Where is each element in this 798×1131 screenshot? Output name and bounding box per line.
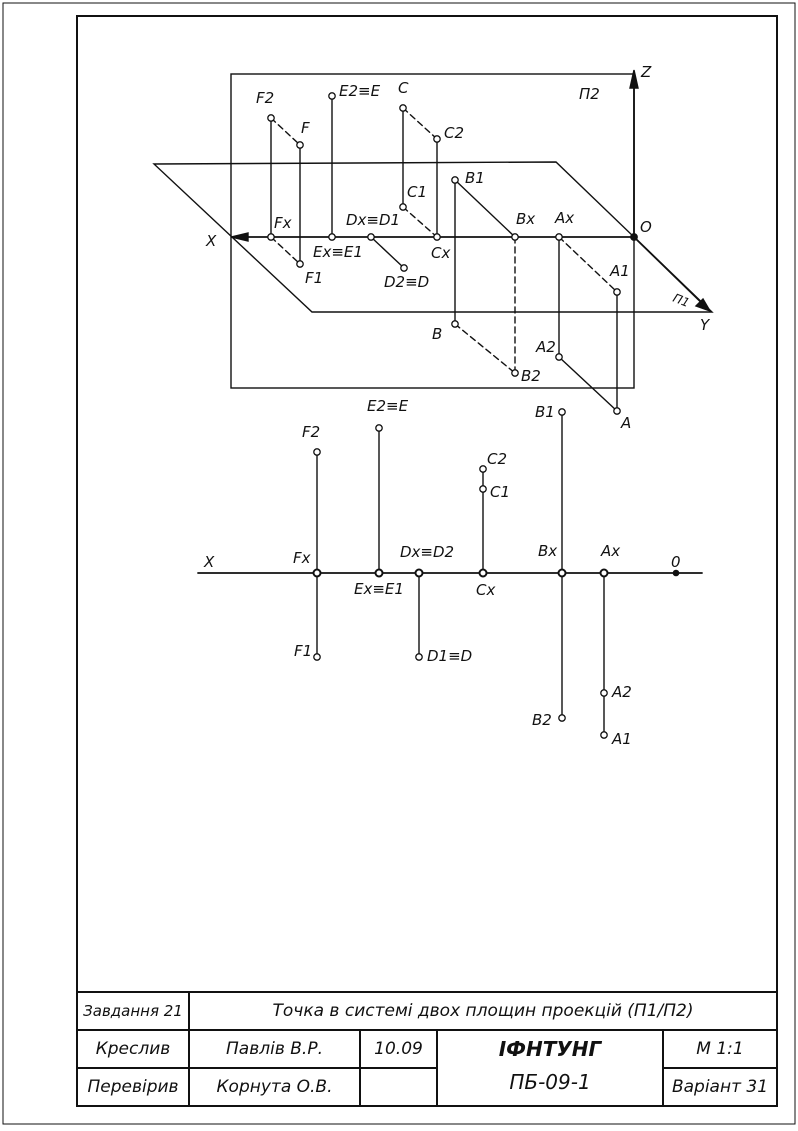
epure-label-C2: C2	[487, 450, 508, 468]
organization: ІФНТУНГ	[498, 1037, 602, 1061]
label-DxD1: Dx≡D1	[346, 211, 401, 229]
point-C2	[434, 136, 440, 142]
drew-label: Креслив	[95, 1039, 171, 1059]
epure-point-B2	[559, 715, 565, 721]
point-A1	[614, 289, 620, 295]
arrow-z	[630, 70, 638, 88]
point-B1	[452, 177, 458, 183]
line-f2-f	[271, 118, 300, 145]
point-F1	[297, 261, 303, 267]
epure-label-Cx: Cx	[476, 581, 496, 599]
point-Cx	[434, 234, 440, 240]
epure-label-DxD2: Dx≡D2	[400, 543, 455, 561]
epure-label-Fx: Fx	[293, 549, 311, 567]
label-A1: A1	[610, 262, 630, 280]
label-axis-x: X	[206, 232, 217, 250]
epure-point-A2	[601, 690, 607, 696]
checked-name: Корнута О.В.	[216, 1077, 333, 1097]
point-Ex	[329, 234, 335, 240]
epure-point-F2	[314, 449, 320, 455]
epure-point-Dx	[416, 570, 423, 577]
point-B	[452, 321, 458, 327]
label-B1: B1	[465, 169, 485, 187]
group: ПБ-09-1	[509, 1070, 591, 1094]
epure-point-Ax	[601, 570, 608, 577]
point-F	[297, 142, 303, 148]
label-Fx: Fx	[274, 214, 292, 232]
point-O	[631, 234, 637, 240]
epure-label-Bx: Bx	[538, 542, 558, 560]
epure-label-C1: C1	[490, 483, 511, 501]
label-plane-v: П2	[579, 85, 600, 103]
line-fx-f1	[271, 237, 300, 264]
label-ExE1: Ex≡E1	[313, 243, 363, 261]
axis-y	[634, 237, 707, 311]
point-Ax	[556, 234, 562, 240]
line-a2-a	[559, 357, 617, 411]
point-B2	[512, 370, 518, 376]
label-plane-h: П1	[670, 290, 692, 311]
line-b-b2	[455, 324, 515, 373]
epure-point-B1	[559, 409, 565, 415]
epure-point-Ex	[376, 570, 383, 577]
label-Cx: Cx	[431, 244, 451, 262]
label-C1: C1	[407, 183, 428, 201]
label-Bx: Bx	[516, 210, 536, 228]
point-C	[400, 105, 406, 111]
line-b1-bx	[455, 180, 515, 237]
date: 10.09	[374, 1039, 423, 1059]
point-F2	[268, 115, 274, 121]
point-A2	[556, 354, 562, 360]
epure-point-A1	[601, 732, 607, 738]
label-F2: F2	[256, 89, 275, 107]
label-F: F	[301, 119, 310, 137]
epure-point-Bx	[559, 570, 566, 577]
point-E2	[329, 93, 335, 99]
epure-point-D1	[416, 654, 422, 660]
epure-point-E2	[376, 425, 382, 431]
point-D2	[401, 265, 407, 271]
epure-label-F2: F2	[302, 423, 321, 441]
epure-point-C1	[480, 486, 486, 492]
label-Ax: Ax	[555, 209, 575, 227]
line-c-c2	[403, 108, 437, 139]
label-E2E: E2≡E	[339, 82, 381, 100]
epure-point-Cx	[480, 570, 487, 577]
drew-name: Павлів В.Р.	[226, 1039, 323, 1059]
point-Dx	[368, 234, 374, 240]
epure-label-A1: A1	[612, 730, 632, 748]
epure-label-origin: 0	[671, 553, 681, 571]
epure-point-F1	[314, 654, 320, 660]
label-F1: F1	[305, 269, 324, 287]
point-C1	[400, 204, 406, 210]
epure-point-Fx	[314, 570, 321, 577]
drawing-title: Точка в системі двох площин проекцій (П1/П2)	[272, 1001, 694, 1021]
pictorial-view	[154, 70, 712, 414]
epure-label-B2: B2	[532, 711, 552, 729]
epure-label-E2E: E2≡E	[367, 397, 409, 415]
epure-label-axis-x: X	[204, 553, 215, 571]
line-ax-a1	[559, 237, 617, 292]
point-A	[614, 408, 620, 414]
variant: Варіант 31	[671, 1077, 769, 1097]
epure-label-Ax: Ax	[601, 542, 621, 560]
label-A: A	[621, 414, 632, 432]
epure-point-C2	[480, 466, 486, 472]
label-A2: A2	[536, 338, 556, 356]
epure-point-O	[673, 570, 678, 575]
epure-label-A2: A2	[612, 683, 632, 701]
epure-label-F1: F1	[294, 642, 313, 660]
label-B: B	[432, 325, 443, 343]
epure-label-ExE1: Ex≡E1	[354, 580, 404, 598]
point-Bx	[512, 234, 518, 240]
epure-label-D1D: D1≡D	[427, 647, 473, 665]
label-C2: C2	[444, 124, 465, 142]
label-origin: O	[640, 218, 652, 236]
label-D2D: D2≡D	[384, 273, 430, 291]
label-axis-y: Y	[700, 316, 710, 334]
label-axis-z: Z	[641, 63, 652, 81]
epure-label-B1: B1	[535, 403, 555, 421]
task-number: Завдання 21	[83, 1002, 183, 1020]
checked-label: Перевірив	[87, 1077, 179, 1097]
label-B2: B2	[521, 367, 541, 385]
line-c1-cx	[403, 207, 437, 237]
scale: М 1:1	[696, 1039, 744, 1059]
label-C: C	[398, 79, 409, 97]
arrow-x	[231, 233, 248, 241]
line-dx-d2	[371, 237, 404, 268]
point-Fx	[268, 234, 274, 240]
arrow-y	[696, 299, 710, 311]
